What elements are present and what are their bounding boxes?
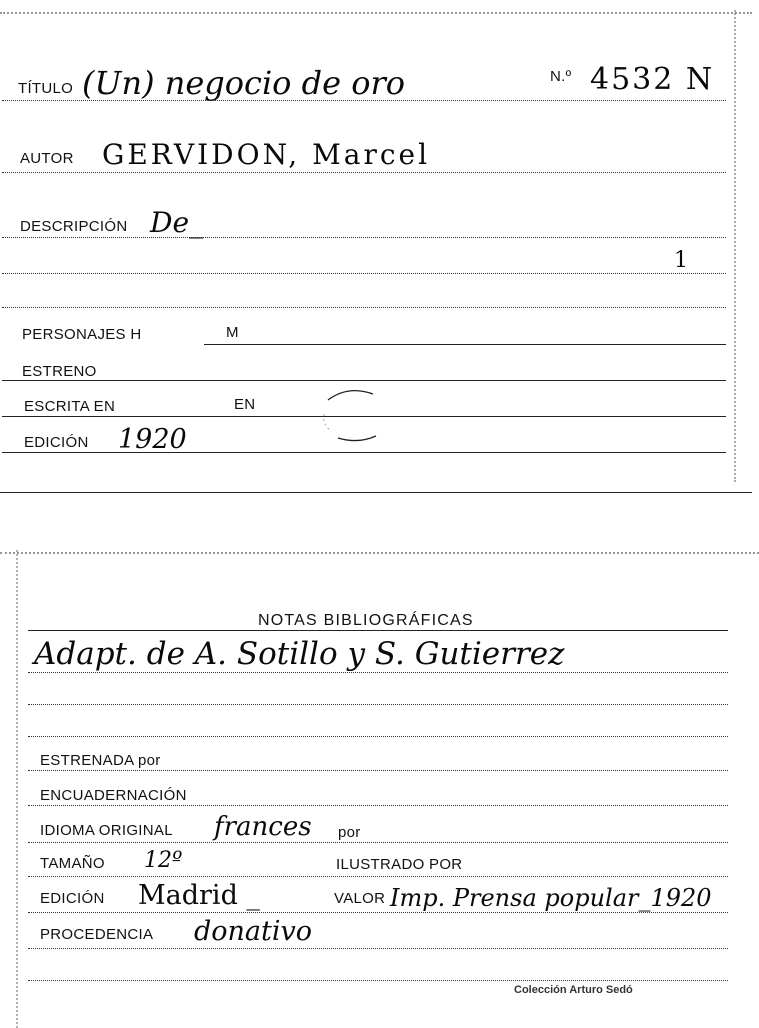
ilustrado-label: ILUSTRADO POR xyxy=(336,856,463,873)
numero-value: 4532 N xyxy=(590,62,715,97)
edicion-label: EDICIÓN xyxy=(24,434,89,451)
descripcion-mark: 1 xyxy=(674,248,688,273)
escrita-label: ESCRITA EN xyxy=(24,398,116,415)
personajes-label: PERSONAJES H xyxy=(22,326,142,343)
rule-procedencia xyxy=(28,948,728,949)
estrenada-label: ESTRENADA por xyxy=(40,752,161,769)
rule-heading xyxy=(28,630,728,631)
valor-label: VALOR xyxy=(334,890,386,907)
card-edge-top xyxy=(0,540,759,554)
rule-descripcion-2 xyxy=(2,273,726,274)
procedencia-label: PROCEDENCIA xyxy=(40,926,154,943)
card-edge-right xyxy=(734,10,748,482)
autor-value: GERVIDON, Marcel xyxy=(102,138,431,171)
descripcion-value: De_ xyxy=(150,206,204,239)
edicion-value: 1920 xyxy=(118,424,187,455)
rule-edicion xyxy=(2,452,726,453)
rule-titulo xyxy=(2,100,726,101)
rule-notas-3 xyxy=(28,736,728,737)
rule-idioma xyxy=(28,842,728,843)
rule-autor xyxy=(2,172,726,173)
tamano-value: 12º xyxy=(144,848,183,873)
procedencia-value: donativo xyxy=(194,916,313,947)
encuadernacion-label: ENCUADERNACIÓN xyxy=(40,787,187,804)
idioma-por-label: por xyxy=(338,824,361,841)
edicion-label-back: EDICIÓN xyxy=(40,890,105,907)
catalog-card-front xyxy=(0,0,752,493)
rule-notas xyxy=(28,672,728,673)
rule-procedencia-2 xyxy=(28,980,728,981)
rule-estrenada xyxy=(28,770,728,771)
rule-descripcion xyxy=(2,237,726,238)
idioma-value: frances xyxy=(214,812,312,842)
personajes-m-label: M xyxy=(226,324,239,341)
autor-label: AUTOR xyxy=(20,150,74,167)
catalog-card-back xyxy=(0,540,759,1028)
edicion-value-back: Madrid _ xyxy=(138,880,260,911)
titulo-label: TÍTULO xyxy=(18,80,74,97)
rule-notas-2 xyxy=(28,704,728,705)
rule-edicion-back xyxy=(28,912,728,913)
numero-label: N.º xyxy=(550,68,572,85)
titulo-value: (Un) negocio de oro xyxy=(82,64,406,102)
rule-personajes xyxy=(204,344,726,345)
card-edge-top xyxy=(0,0,752,14)
tamano-label: TAMAÑO xyxy=(40,855,105,872)
notas-heading: NOTAS BIBLIOGRÁFICAS xyxy=(258,612,474,629)
escrita-en-label: EN xyxy=(234,396,256,413)
card-edge-left xyxy=(0,550,18,1028)
rule-descripcion-3 xyxy=(2,307,726,308)
estreno-label: ESTRENO xyxy=(22,363,97,380)
descripcion-label: DESCRIPCIÓN xyxy=(20,218,128,235)
rule-encuadernacion xyxy=(28,805,728,806)
valor-value: Imp. Prensa popular_1920 xyxy=(390,884,712,912)
stamp-mark-icon xyxy=(318,380,388,446)
notas-value: Adapt. de A. Sotillo y S. Gutierrez xyxy=(34,636,565,672)
idioma-label: IDIOMA ORIGINAL xyxy=(40,822,173,839)
collection-footer: Colección Arturo Sedó xyxy=(514,984,633,996)
rule-tamano xyxy=(28,876,728,877)
